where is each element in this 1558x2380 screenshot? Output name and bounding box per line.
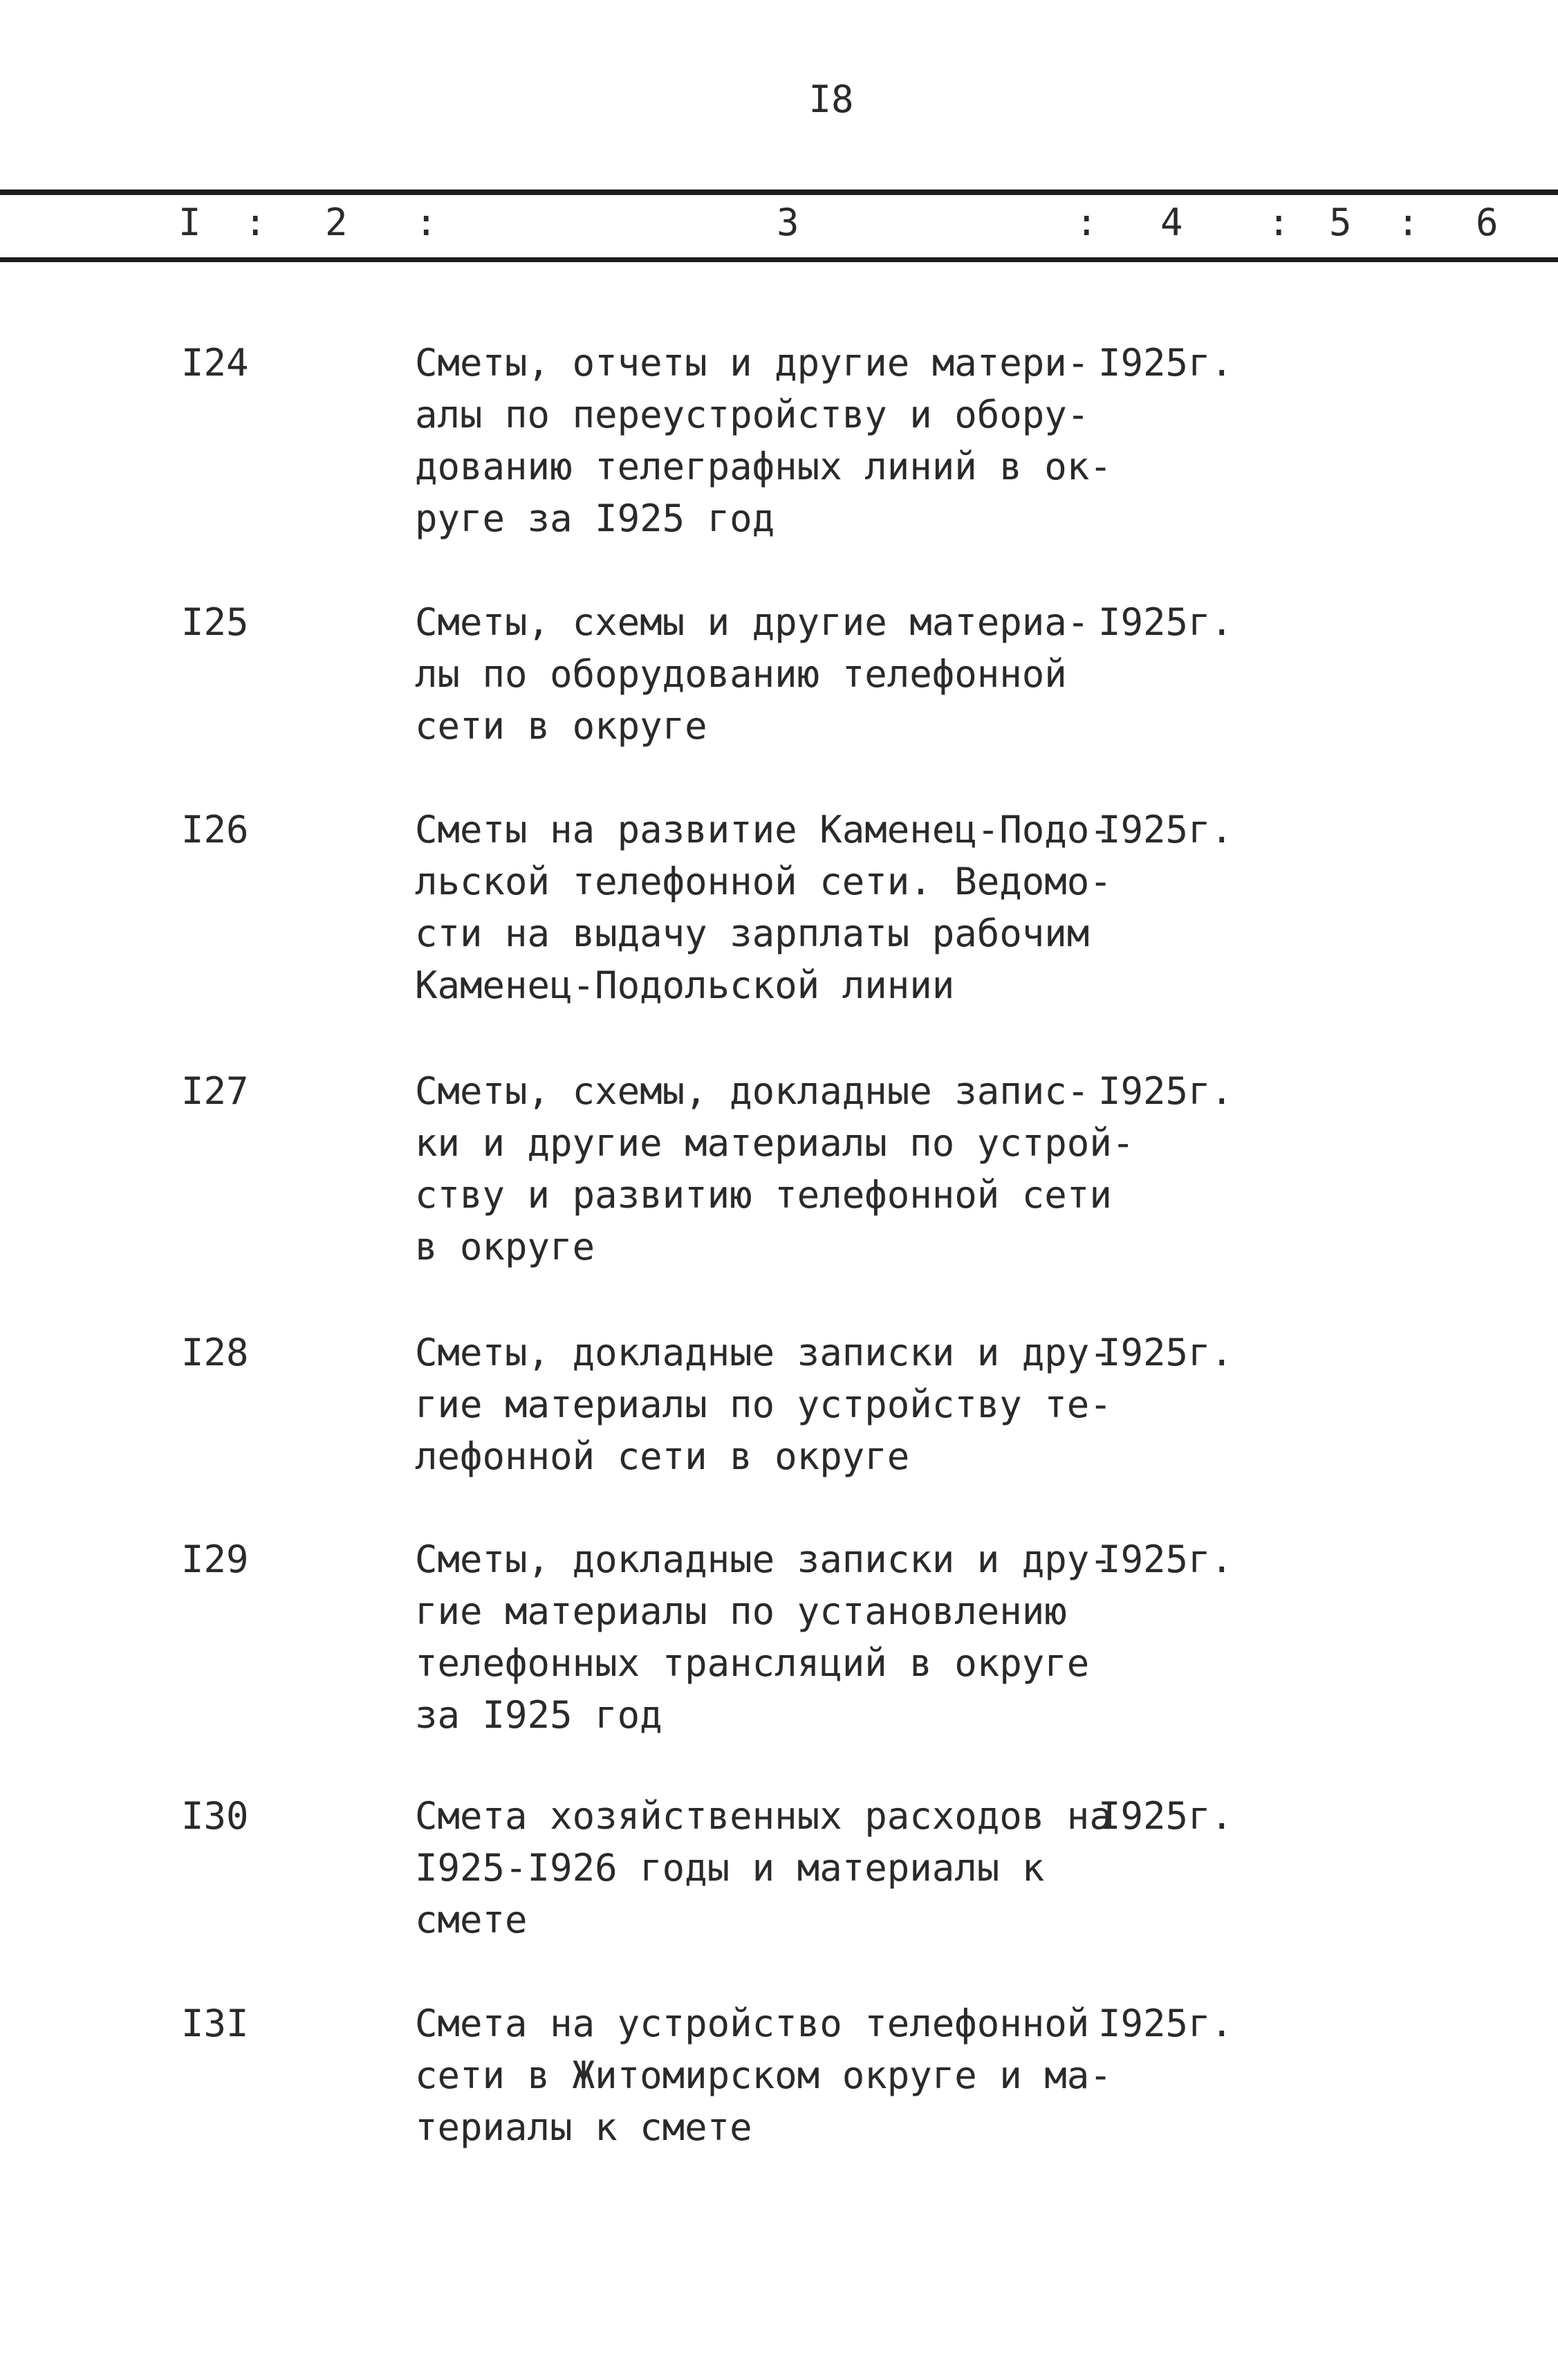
entry-year: I925г. [1098,1794,1234,1838]
description-line: Сметы, отчеты и другие матери- [415,341,1090,385]
entry-year: I925г. [1098,1538,1234,1581]
description-line: ству и развитию телефонной сети [415,1173,1112,1217]
description-line: гие материалы по устройству те- [415,1383,1112,1426]
entry-year: I925г. [1098,600,1234,644]
column-separator: : [1268,201,1290,244]
entry-description [415,337,1112,544]
description-line: льской телефонной сети. Ведомо- [415,860,1112,903]
description-line: сети в Житомирском округе и ма- [415,2054,1112,2097]
description-line: Сметы, докладные записки и дру- [415,1331,1112,1374]
description-line: лы по оборудованию телефонной [415,652,1067,696]
entry-number: I24 [181,341,249,385]
entry-description [415,1790,1112,1946]
description-line: сети в округе [415,704,707,748]
description-line: териалы к смете [415,2105,752,2149]
column-separator: : [1075,201,1098,244]
description-line: I925-I926 годы и материалы к [415,1846,1045,1890]
entry-year: I925г. [1098,2002,1234,2045]
description-line: дованию телеграфных линий в ок- [415,445,1112,488]
description-line: руге за I925 год [415,497,775,540]
description-line: лефонной сети в округе [415,1435,910,1478]
description-line: ки и другие материалы по устрой- [415,1121,1135,1165]
entry-description [415,1998,1112,2153]
header-top-rule [0,190,1558,195]
description-line: Смета хозяйственных расходов на [415,1794,1112,1838]
entry-number: I29 [181,1538,249,1581]
entry-description [415,596,1106,752]
entry-year: I925г. [1098,1069,1234,1113]
entry-number: I26 [181,808,249,851]
entry-number: I30 [181,1794,249,1838]
description-line: в округе [415,1225,595,1269]
header-bottom-rule [0,257,1558,262]
column-separator: : [415,201,438,244]
column-label-2: 2 [325,201,348,244]
column-separator: : [1397,201,1420,244]
column-label-4: 4 [1160,201,1183,244]
entry-year: I925г. [1098,1331,1234,1374]
description-line: Смета на устройство телефонной [415,2002,1090,2045]
column-label-3: 3 [777,201,799,244]
column-label-5: 5 [1329,201,1352,244]
entry-number: I3I [181,2002,249,2045]
description-line: Каменец-Подольской линии [415,963,955,1007]
description-line: гие материалы по установлению [415,1589,1067,1633]
entry-number: I28 [181,1331,249,1374]
entry-year: I925г. [1098,341,1234,385]
description-line: Сметы на развитие Каменец-Подо- [415,808,1112,851]
description-line: смете [415,1898,528,1941]
description-line: Сметы, докладные записки и дру- [415,1538,1112,1581]
column-label-6: 6 [1476,201,1499,244]
description-line: Сметы, схемы и другие материа- [415,600,1090,644]
entry-description [415,804,1112,1011]
description-line: за I925 год [415,1693,662,1737]
description-line: сти на выдачу зарплаты рабочим [415,912,1090,955]
description-line: телефонных трансляций в округе [415,1641,1090,1685]
entry-year: I925г. [1098,808,1234,851]
entry-description [415,1327,1112,1482]
page-number: I8 [808,77,854,121]
column-separator: : [244,201,267,244]
description-line: Сметы, схемы, докладные запис- [415,1069,1090,1113]
entry-number: I27 [181,1069,249,1113]
entry-description [415,1533,1112,1741]
entry-description [415,1065,1135,1273]
column-label-1: I [178,201,201,244]
entry-number: I25 [181,600,249,644]
description-line: алы по переустройству и обору- [415,393,1090,436]
